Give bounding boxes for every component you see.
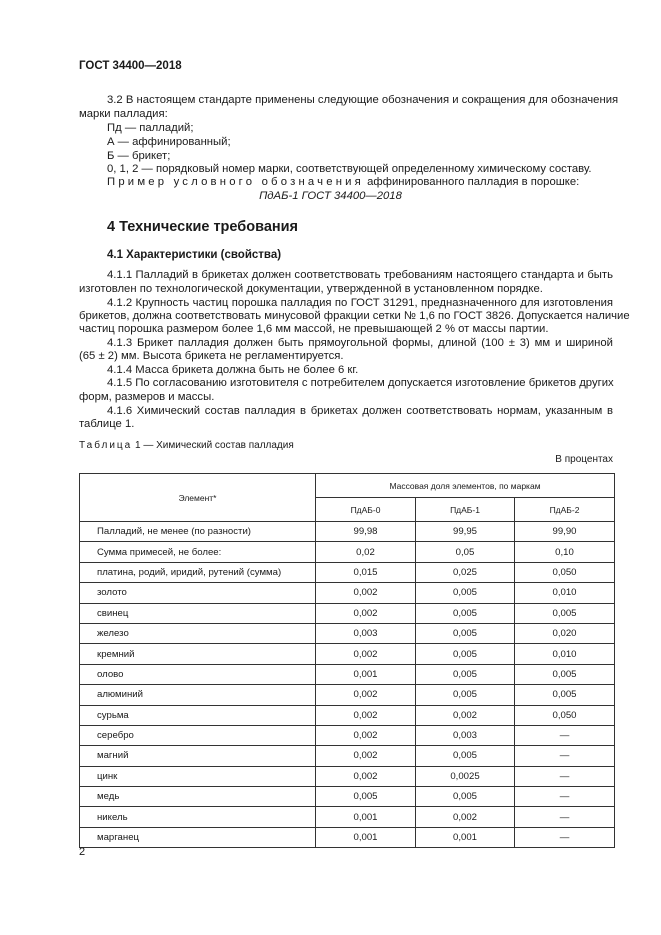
table-row <box>80 583 615 603</box>
abbr-a: А — аффинированный; <box>107 136 231 148</box>
cell-value-grade-0: 0,002 <box>316 685 416 705</box>
cell-element: никель <box>80 807 316 827</box>
cell-element: кремний <box>80 644 316 664</box>
cell-value-grade-1: 0,005 <box>416 583 515 603</box>
header-grade-2: ПдАБ-2 <box>515 498 615 522</box>
table-units: В процентах <box>555 454 613 465</box>
cell-element: алюминий <box>80 685 316 705</box>
header-mass-fraction: Массовая доля элементов, по маркам <box>316 474 615 498</box>
table-row <box>80 705 615 725</box>
example-intro-rest: аффинированного палладия в порошке: <box>367 176 580 188</box>
cell-value-grade-2: 0,050 <box>515 562 615 582</box>
clause-4-1-2-line-1: 4.1.2 Крупность частиц порошка палладия по ГОСТ 31291, предназначенного для изготовления <box>107 297 613 309</box>
clause-4-1-2-line-3: частиц порошка размером более 1,6 мм массой, не превышающей 2 % от массы партии. <box>79 323 549 335</box>
cell-value-grade-2: — <box>515 766 615 786</box>
cell-value-grade-1: 0,005 <box>416 787 515 807</box>
clause-4-1-1-line-2: изготовлен по технологической документации, утвержденной в установленном порядке. <box>79 283 543 295</box>
header-grade-1: ПдАБ-1 <box>416 498 515 522</box>
cell-value-grade-0: 0,001 <box>316 827 416 847</box>
cell-element: Палладий, не менее (по разности) <box>80 522 316 542</box>
cell-element: платина, родий, иридий, рутений (сумма) <box>80 562 316 582</box>
clause-3-2-line-1: 3.2 В настоящем стандарте применены следующие обозначения и сокращения для обозначения <box>107 94 619 106</box>
cell-value-grade-0: 0,002 <box>316 583 416 603</box>
cell-element: сурьма <box>80 705 316 725</box>
cell-value-grade-0: 0,005 <box>316 787 416 807</box>
example-intro <box>107 175 579 189</box>
clause-4-1-3-line-1: 4.1.3 Брикет палладия должен быть прямоугольной формы, длиной (100 ± 3) мм и шириной <box>107 337 613 349</box>
cell-element: серебро <box>80 725 316 745</box>
cell-value-grade-0: 0,002 <box>316 766 416 786</box>
cell-value-grade-0: 0,001 <box>316 664 416 684</box>
cell-value-grade-2: 0,10 <box>515 542 615 562</box>
cell-value-grade-0: 0,002 <box>316 603 416 623</box>
cell-value-grade-0: 0,002 <box>316 644 416 664</box>
cell-value-grade-2: — <box>515 725 615 745</box>
chemical-composition-table <box>79 473 615 848</box>
cell-element: Сумма примесей, не более: <box>80 542 316 562</box>
table-caption <box>79 440 294 451</box>
clause-4-1-2-line-2: брикетов, должна соответствовать минусовой фракции сетки № 1,6 по ГОСТ 3826. Допускается наличие <box>79 310 630 322</box>
table-row <box>80 746 615 766</box>
cell-value-grade-0: 0,001 <box>316 807 416 827</box>
cell-element: свинец <box>80 603 316 623</box>
page-number: 2 <box>79 846 86 858</box>
cell-value-grade-2: 99,90 <box>515 522 615 542</box>
cell-value-grade-1: 0,005 <box>416 685 515 705</box>
cell-value-grade-1: 0,003 <box>416 725 515 745</box>
clause-4-1-1-line-1: 4.1.1 Палладий в брикетах должен соответствовать требованиям настоящего стандарта и быть <box>107 269 613 281</box>
example-intro-spaced: Пример условного обозначения <box>107 176 364 188</box>
cell-value-grade-2: — <box>515 807 615 827</box>
cell-value-grade-0: 0,02 <box>316 542 416 562</box>
table-row <box>80 766 615 786</box>
clause-4-1-6-line-1: 4.1.6 Химический состав палладия в брикетах должен соответствовать нормам, указанным в <box>107 405 613 417</box>
cell-value-grade-1: 0,002 <box>416 705 515 725</box>
table-row <box>80 522 615 542</box>
cell-value-grade-0: 0,002 <box>316 746 416 766</box>
designation-example: ПдАБ-1 ГОСТ 34400—2018 <box>259 190 402 202</box>
cell-value-grade-2: 0,010 <box>515 583 615 603</box>
table-row <box>80 685 615 705</box>
table-caption-word: Таблица <box>79 440 133 451</box>
clause-4-1-6-line-2: таблице 1. <box>79 418 135 430</box>
cell-value-grade-2: 0,005 <box>515 685 615 705</box>
header-element: Элемент* <box>80 474 316 522</box>
section-4-title: 4 Технические требования <box>107 219 299 235</box>
cell-value-grade-2: — <box>515 827 615 847</box>
cell-value-grade-2: — <box>515 746 615 766</box>
cell-value-grade-1: 0,005 <box>416 746 515 766</box>
cell-value-grade-1: 0,005 <box>416 644 515 664</box>
cell-value-grade-0: 0,015 <box>316 562 416 582</box>
cell-element: олово <box>80 664 316 684</box>
table-row <box>80 623 615 643</box>
cell-element: магний <box>80 746 316 766</box>
clause-4-1-4: 4.1.4 Масса брикета должна быть не более 6 кг. <box>107 364 359 376</box>
cell-value-grade-1: 0,0025 <box>416 766 515 786</box>
table-row <box>80 664 615 684</box>
cell-value-grade-0: 99,98 <box>316 522 416 542</box>
clause-3-2-line-2: марки палладия: <box>79 108 168 120</box>
clause-4-1-5-line-1: 4.1.5 По согласованию изготовителя с потребителем допускается изготовление брикетов других <box>107 377 614 389</box>
cell-element: золото <box>80 583 316 603</box>
cell-value-grade-2: 0,050 <box>515 705 615 725</box>
cell-value-grade-1: 0,05 <box>416 542 515 562</box>
cell-value-grade-1: 99,95 <box>416 522 515 542</box>
cell-value-grade-2: 0,005 <box>515 664 615 684</box>
cell-element: марганец <box>80 827 316 847</box>
table-row <box>80 542 615 562</box>
table-row <box>80 725 615 745</box>
clause-4-1-5-line-2: форм, размеров и массы. <box>79 391 215 403</box>
table-row <box>80 827 615 847</box>
cell-element: железо <box>80 623 316 643</box>
document-header: ГОСТ 34400—2018 <box>79 60 182 72</box>
header-grade-0: ПдАБ-0 <box>316 498 416 522</box>
abbr-b: Б — брикет; <box>107 150 171 162</box>
cell-value-grade-0: 0,003 <box>316 623 416 643</box>
table-caption-text: 1 — Химический состав палладия <box>132 440 294 451</box>
cell-value-grade-1: 0,025 <box>416 562 515 582</box>
cell-value-grade-1: 0,005 <box>416 664 515 684</box>
abbr-grade-number: 0, 1, 2 — порядковый номер марки, соответствующей определенному химическому составу. <box>107 163 592 175</box>
table-row <box>80 562 615 582</box>
cell-value-grade-0: 0,002 <box>316 725 416 745</box>
clause-4-1-3-line-2: (65 ± 2) мм. Высота брикета не регламентируется. <box>79 350 344 362</box>
cell-value-grade-1: 0,001 <box>416 827 515 847</box>
table-row <box>80 603 615 623</box>
cell-value-grade-1: 0,002 <box>416 807 515 827</box>
cell-value-grade-2: 0,020 <box>515 623 615 643</box>
section-4-1-title: 4.1 Характеристики (свойства) <box>107 249 282 261</box>
table-row <box>80 644 615 664</box>
cell-element: медь <box>80 787 316 807</box>
cell-value-grade-0: 0,002 <box>316 705 416 725</box>
table-row <box>80 787 615 807</box>
abbr-pd: Пд — палладий; <box>107 122 194 134</box>
cell-element: цинк <box>80 766 316 786</box>
cell-value-grade-2: 0,010 <box>515 644 615 664</box>
table-row <box>80 807 615 827</box>
cell-value-grade-2: 0,005 <box>515 603 615 623</box>
cell-value-grade-1: 0,005 <box>416 623 515 643</box>
cell-value-grade-1: 0,005 <box>416 603 515 623</box>
cell-value-grade-2: — <box>515 787 615 807</box>
